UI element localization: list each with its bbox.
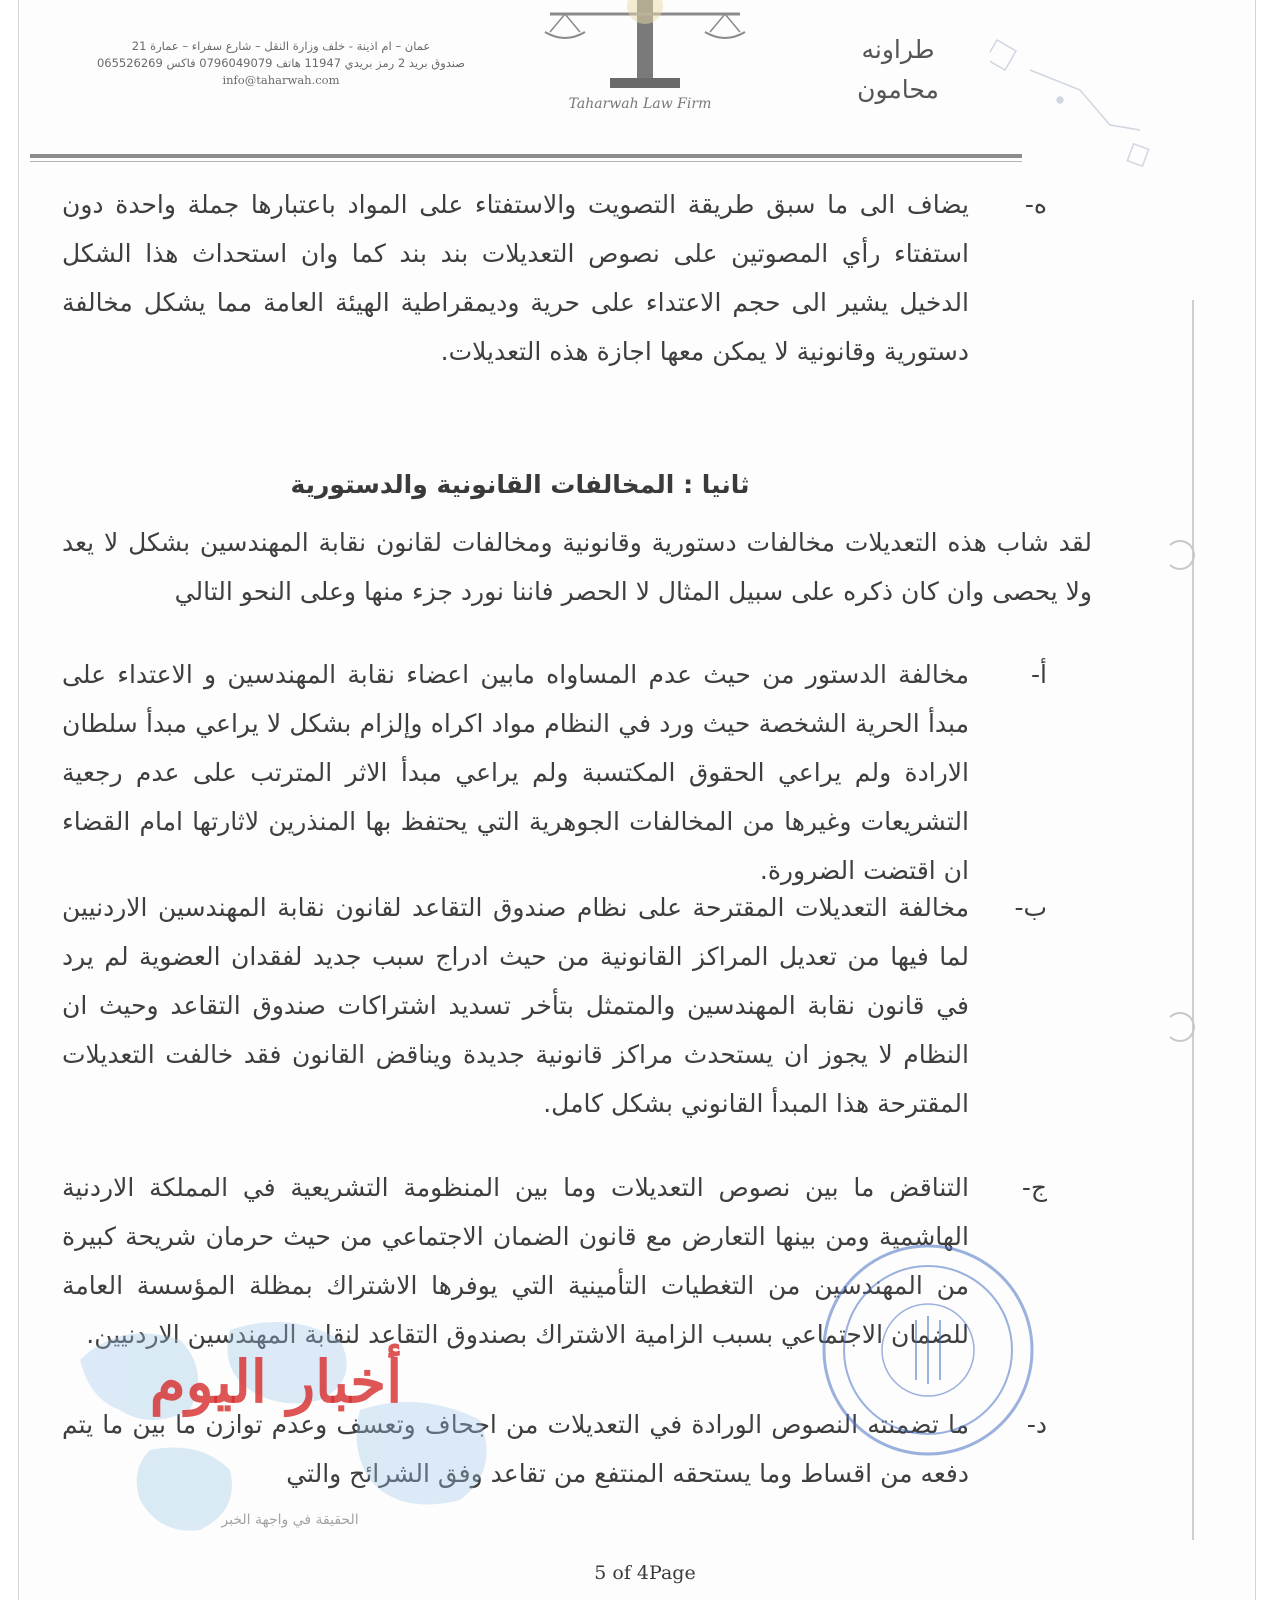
item-label: ب- <box>1014 893 1047 922</box>
item-text: مخالفة الدستور من حيث عدم المساواه مابين اعضاء نقابة المهندسين و الاعتداء على مبدأ الحرية الشخصة حيث ورد في النظام مواد اكراه وإلزام بشكل لا يراعي مبدأ سلطان الارادة ولم يراعي الحقوق المكتسبة ولم يراعي مبدأ الاثر المترتب على عدم رجعية التشريعات وغيرها من المخالفات الجوهرية التي يحتفظ بها المنذرين لاثارتها امام القضاء ان اقتضت الضرورة. <box>62 660 969 885</box>
firm-name-caption: Taharwah Law Firm <box>568 96 712 112</box>
binder-hole <box>1165 540 1195 570</box>
firm-name-line2: محامون <box>857 75 939 104</box>
header-rule <box>30 154 1022 158</box>
header-rule-thin <box>30 161 1022 162</box>
item-text: التناقض ما بين نصوص التعديلات وما بين المنظومة التشريعية في المملكة الاردنية الهاشمية ومن بينها التعارض مع قانون الضمان الاجتماعي من حيث حرمان شريحة كبيرة من المهندسين من التغطيات التأمينية التي يوفرها الاشتراك بمظلة المؤسسة العامة للضمان الاجتماعي بسبب الزامية الاشتراك بصندوق التقاعد لنقابة المهندسين الاردنيين. <box>62 1173 969 1349</box>
official-seal-stamp <box>808 1230 1048 1470</box>
page-shadow-line <box>1192 300 1194 1540</box>
section-heading: ثانيا : المخالفات القانونية والدستورية <box>290 470 750 499</box>
news-watermark-subtitle: الحقيقة في واجهة الخبر <box>221 1512 359 1528</box>
firm-arabic-name <box>818 30 978 110</box>
firm-name-line1: طراونه <box>861 35 935 64</box>
list-item-alef <box>62 650 1047 895</box>
item-label: د- <box>1026 1410 1047 1439</box>
item-label: ه- <box>1024 190 1047 219</box>
firm-contact-block <box>66 38 496 89</box>
binder-hole <box>1165 1012 1195 1042</box>
item-label: ج- <box>1021 1173 1047 1202</box>
list-item-ba <box>62 883 1047 1128</box>
item-label: أ- <box>1031 660 1047 689</box>
intro-paragraph: لقد شاب هذه التعديلات مخالفات دستورية وقانونية ومخالفات لقانون نقابة المهندسين بشكل لا يعد ولا يحصى وان كان ذكره على سبيل المثال لا الحصر فاننا نورد جزء منها وعلى النحو التالي <box>62 528 1092 606</box>
item-text: مخالفة التعديلات المقترحة على نظام صندوق التقاعد لقانون نقابة المهندسين الاردنيين لما فيها من تعديل المراكز القانونية من حيث ادراج سبب جديد لفقدان العضوية لم يرد في قانون نقابة المهندسين والمتمثل بتأخر تسديد اشتراكات صندوق التقاعد وحيث ان النظام لا يجوز ان يستحدث مراكز قانونية جديدة ويناقض القانون فقد خالفت التعديلات المقترحة هذا المبدأ القانوني بشكل كامل. <box>62 893 969 1118</box>
page-number: 5 of 4Page <box>594 1562 696 1584</box>
news-watermark-title: أخبار اليوم <box>149 1348 403 1416</box>
corner-stamp-mark <box>990 30 1200 190</box>
firm-address: عمان – ام اذينة - خلف وزارة النقل – شارع سفراء – عمارة 21 <box>131 39 431 53</box>
list-item-he <box>62 180 1047 376</box>
item-text: ما تضمنته النصوص الورادة في التعديلات من اجحاف وتعسف وعدم توازن ما بين ما يتم دفعه من اقساط وما يستحقه المنتفع من تقاعد وفق الشرائح والتي <box>62 1410 969 1488</box>
item-text: يضاف الى ما سبق طريقة التصويت والاستفتاء على المواد باعتبارها جملة واحدة دون استفتاء رأي المصوتين على نصوص التعديلات بند بند كما وان استحداث هذا الشكل الدخيل يشير الى حجم الاعتداء على حرية وديمقراطية الهيئة العامة مما يشكل مخالفة دستورية وقانونية لا يمكن معها اجازة هذه التعديلات. <box>62 190 969 366</box>
firm-email: info@taharwah.com <box>222 73 340 87</box>
firm-phone-line: صندوق بريد 2 رمز بريدي 11947 هاتف 0796049079 فاكس 065526269 <box>96 56 466 70</box>
